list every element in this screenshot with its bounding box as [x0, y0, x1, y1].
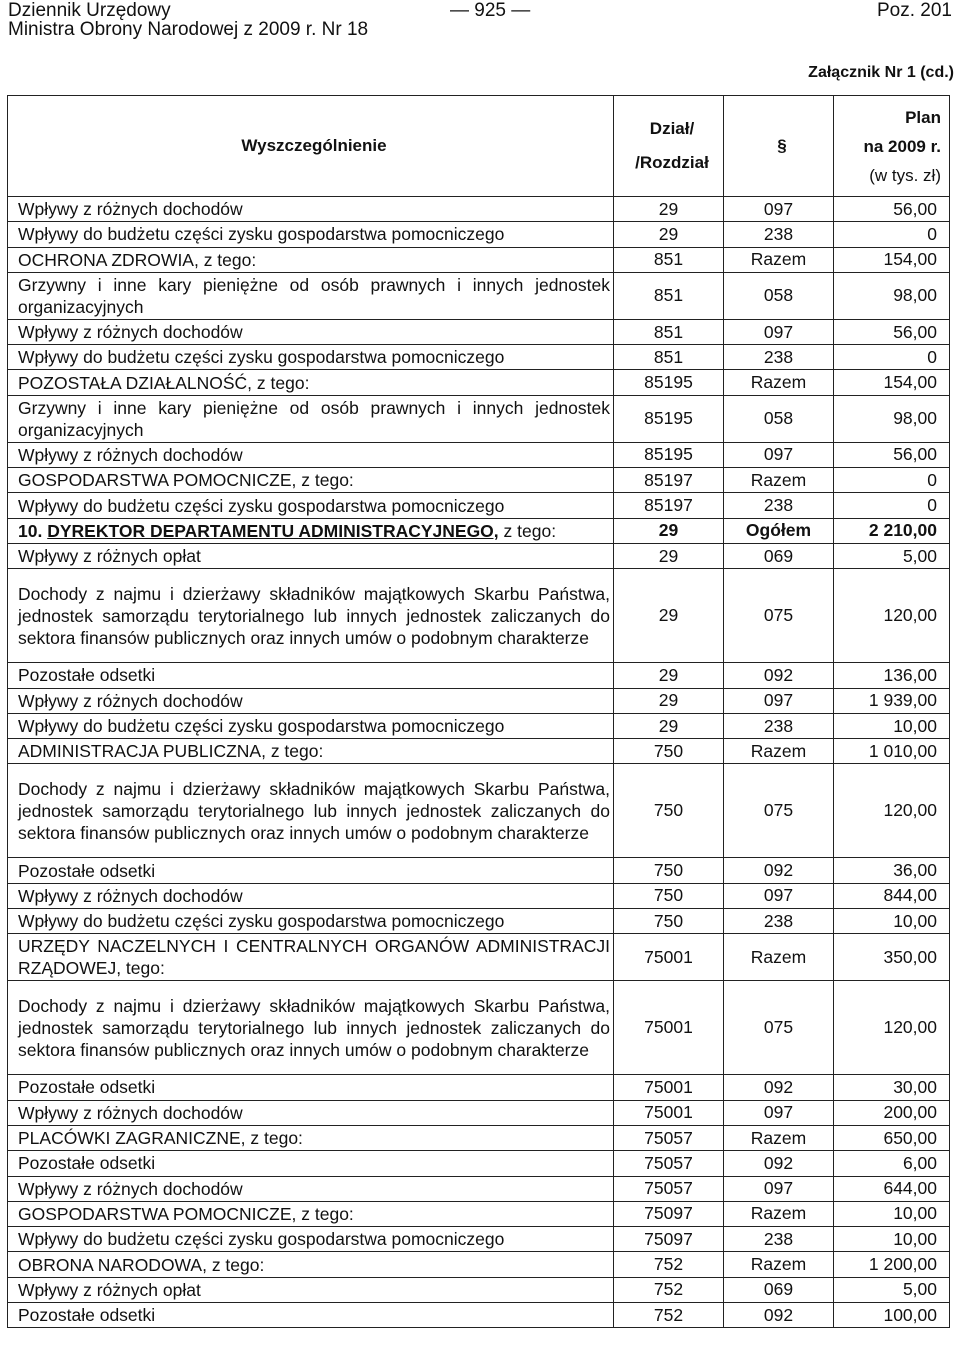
- row-description: Wpływy z różnych dochodów: [8, 1100, 614, 1125]
- row-paragraph: Razem: [724, 739, 834, 764]
- row-dzial: 75097: [614, 1201, 724, 1226]
- table-header-row: [8, 96, 950, 197]
- row-plan: 1 200,00: [834, 1252, 950, 1277]
- row-paragraph: 075: [724, 981, 834, 1075]
- table-row: [8, 1075, 950, 1100]
- row-description: Wpływy z różnych dochodów: [8, 197, 614, 222]
- row-description: GOSPODARSTWA POMOCNICZE, z tego:: [8, 1201, 614, 1226]
- row-plan: 120,00: [834, 569, 950, 663]
- row-paragraph: 097: [724, 1176, 834, 1201]
- row-dzial: 29: [614, 663, 724, 688]
- row-plan: 200,00: [834, 1100, 950, 1125]
- row-dzial: 750: [614, 764, 724, 858]
- row-description: OCHRONA ZDROWIA, z tego:: [8, 247, 614, 272]
- column-header-paragraph: §: [724, 96, 834, 197]
- row-dzial: 75001: [614, 981, 724, 1075]
- table-row: [8, 1227, 950, 1252]
- row-paragraph: Razem: [724, 934, 834, 981]
- row-dzial: 752: [614, 1252, 724, 1277]
- row-description: Grzywny i inne kary pieniężne od osób prawnych i innych jednostek organizacyjnych: [8, 272, 614, 319]
- row-paragraph: 058: [724, 395, 834, 442]
- table-row: [8, 395, 950, 442]
- row-dzial: 851: [614, 247, 724, 272]
- table-row: [8, 247, 950, 272]
- row-plan: 56,00: [834, 442, 950, 467]
- row-paragraph: 097: [724, 688, 834, 713]
- row-plan: 10,00: [834, 713, 950, 738]
- row-plan: 2 210,00: [834, 518, 950, 543]
- row-dzial: 75001: [614, 934, 724, 981]
- row-paragraph: Razem: [724, 1125, 834, 1150]
- row-plan: 5,00: [834, 543, 950, 568]
- row-paragraph: 238: [724, 345, 834, 370]
- row-dzial: 85195: [614, 442, 724, 467]
- row-plan: 56,00: [834, 319, 950, 344]
- row-dzial: 85195: [614, 370, 724, 395]
- row-dzial: 29: [614, 197, 724, 222]
- row-dzial: 851: [614, 345, 724, 370]
- row-dzial: 29: [614, 543, 724, 568]
- row-description: Pozostałe odsetki: [8, 858, 614, 883]
- row-plan: 0: [834, 222, 950, 247]
- row-paragraph: 092: [724, 1151, 834, 1176]
- row-dzial: 29: [614, 713, 724, 738]
- row-description: POZOSTAŁA DZIAŁALNOŚĆ, z tego:: [8, 370, 614, 395]
- row-paragraph: 238: [724, 909, 834, 934]
- table-row: [8, 468, 950, 493]
- row-description: Dochody z najmu i dzierżawy składników majątkowych Skarbu Państwa, jednostek samorządu terytorialnego lub innych jednostek zaliczanych do sektora finansów publicznych oraz innych umów o podobnym charakterze: [8, 981, 614, 1075]
- row-description: Pozostałe odsetki: [8, 1151, 614, 1176]
- row-plan: 154,00: [834, 370, 950, 395]
- row-description: Wpływy z różnych dochodów: [8, 442, 614, 467]
- table-row: [8, 688, 950, 713]
- row-plan: 56,00: [834, 197, 950, 222]
- table-row: [8, 1201, 950, 1226]
- row-plan: 1 939,00: [834, 688, 950, 713]
- row-dzial: 29: [614, 569, 724, 663]
- row-plan: 154,00: [834, 247, 950, 272]
- row-plan: 98,00: [834, 395, 950, 442]
- table-row: [8, 663, 950, 688]
- row-paragraph: 097: [724, 319, 834, 344]
- row-description-text: DYREKTOR DEPARTAMENTU ADMINISTRACYJNEGO,: [47, 520, 499, 541]
- row-description: Dochody z najmu i dzierżawy składników majątkowych Skarbu Państwa, jednostek samorządu terytorialnego lub innych jednostek zaliczanych do sektora finansów publicznych oraz innych umów o podobnym charakterze: [8, 569, 614, 663]
- dzial-label: Dział/: [649, 119, 695, 138]
- table-row: [8, 934, 950, 981]
- row-dzial: 750: [614, 909, 724, 934]
- row-paragraph: 092: [724, 1303, 834, 1328]
- row-plan: 0: [834, 493, 950, 518]
- table-row: [8, 1176, 950, 1201]
- row-paragraph: 097: [724, 883, 834, 908]
- row-description: Wpływy z różnych opłat: [8, 1277, 614, 1302]
- row-dzial: 75057: [614, 1125, 724, 1150]
- ministry-line: Ministra Obrony Narodowej z 2009 r. Nr 18: [8, 19, 369, 40]
- row-description: Wpływy z różnych dochodów: [8, 1176, 614, 1201]
- row-plan: 650,00: [834, 1125, 950, 1150]
- row-description: Wpływy do budżetu części zysku gospodarstwa pomocniczego: [8, 493, 614, 518]
- row-dzial: 752: [614, 1303, 724, 1328]
- row-dzial: 750: [614, 739, 724, 764]
- row-paragraph: Razem: [724, 1201, 834, 1226]
- row-dzial: 851: [614, 272, 724, 319]
- table-row: [8, 1125, 950, 1150]
- row-paragraph: 075: [724, 764, 834, 858]
- row-plan: 644,00: [834, 1176, 950, 1201]
- row-plan: 10,00: [834, 1201, 950, 1226]
- row-dzial: 75001: [614, 1075, 724, 1100]
- row-paragraph: 238: [724, 1227, 834, 1252]
- budget-table: [7, 95, 950, 1328]
- row-paragraph: 058: [724, 272, 834, 319]
- row-description: Wpływy do budżetu części zysku gospodarstwa pomocniczego: [8, 222, 614, 247]
- row-description: Wpływy do budżetu części zysku gospodarstwa pomocniczego: [8, 1227, 614, 1252]
- journal-title: Dziennik Urzędowy: [8, 0, 171, 21]
- table-row: [8, 764, 950, 858]
- table-row: [8, 858, 950, 883]
- row-description: URZĘDY NACZELNYCH I CENTRALNYCH ORGANÓW ADMINISTRACJI RZĄDOWEJ, tego:: [8, 934, 614, 981]
- plan-unit-label: (w tys. zł): [869, 165, 941, 185]
- row-description: Wpływy do budżetu części zysku gospodarstwa pomocniczego: [8, 909, 614, 934]
- column-header-plan: [834, 96, 950, 197]
- row-paragraph: Razem: [724, 247, 834, 272]
- row-description: Wpływy do budżetu części zysku gospodarstwa pomocniczego: [8, 345, 614, 370]
- page-number: — 925 —: [450, 0, 531, 21]
- row-dzial: 752: [614, 1277, 724, 1302]
- row-dzial: 85195: [614, 395, 724, 442]
- table-row: [8, 1252, 950, 1277]
- row-dzial: 29: [614, 688, 724, 713]
- row-description-suffix: z tego:: [498, 520, 557, 541]
- row-plan: 1 010,00: [834, 739, 950, 764]
- row-dzial: 750: [614, 858, 724, 883]
- table-row: [8, 739, 950, 764]
- attachment-label: Załącznik Nr 1 (cd.): [808, 64, 954, 81]
- row-paragraph: Razem: [724, 1252, 834, 1277]
- row-dzial: 75057: [614, 1151, 724, 1176]
- table-row: [8, 345, 950, 370]
- position-number: Poz. 201: [877, 0, 952, 21]
- row-number: 10.: [18, 520, 43, 541]
- table-row: [8, 883, 950, 908]
- table-row: [8, 272, 950, 319]
- row-description: Wpływy do budżetu części zysku gospodarstwa pomocniczego: [8, 713, 614, 738]
- row-description: ADMINISTRACJA PUBLICZNA, z tego:: [8, 739, 614, 764]
- row-dzial: 75001: [614, 1100, 724, 1125]
- table-row: [8, 1303, 950, 1328]
- table-row: [8, 543, 950, 568]
- row-description: Pozostałe odsetki: [8, 1303, 614, 1328]
- plan-year-label: na 2009 r.: [863, 136, 941, 156]
- row-dzial: 750: [614, 883, 724, 908]
- row-plan: 120,00: [834, 981, 950, 1075]
- row-paragraph: 075: [724, 569, 834, 663]
- row-description: Dochody z najmu i dzierżawy składników majątkowych Skarbu Państwa, jednostek samorządu terytorialnego lub innych jednostek zaliczanych do sektora finansów publicznych oraz innych umów o podobnym charakterze: [8, 764, 614, 858]
- row-paragraph: 092: [724, 858, 834, 883]
- row-paragraph: 097: [724, 442, 834, 467]
- row-plan: 0: [834, 345, 950, 370]
- row-plan: 10,00: [834, 909, 950, 934]
- row-paragraph: 069: [724, 1277, 834, 1302]
- table-row: [8, 518, 950, 543]
- row-paragraph: 097: [724, 1100, 834, 1125]
- row-paragraph: 092: [724, 1075, 834, 1100]
- row-paragraph: 238: [724, 493, 834, 518]
- row-plan: 100,00: [834, 1303, 950, 1328]
- row-paragraph: 069: [724, 543, 834, 568]
- row-dzial: 85197: [614, 493, 724, 518]
- row-dzial: 75097: [614, 1227, 724, 1252]
- row-plan: 120,00: [834, 764, 950, 858]
- row-plan: 844,00: [834, 883, 950, 908]
- row-paragraph: 238: [724, 222, 834, 247]
- row-description: Pozostałe odsetki: [8, 1075, 614, 1100]
- row-dzial: 85197: [614, 468, 724, 493]
- row-description: GOSPODARSTWA POMOCNICZE, z tego:: [8, 468, 614, 493]
- table-row: [8, 981, 950, 1075]
- row-paragraph: 238: [724, 713, 834, 738]
- table-row: [8, 1151, 950, 1176]
- row-plan: 350,00: [834, 934, 950, 981]
- row-paragraph: 097: [724, 197, 834, 222]
- row-description: [8, 518, 614, 543]
- row-plan: 10,00: [834, 1227, 950, 1252]
- table-row: [8, 1100, 950, 1125]
- row-plan: 98,00: [834, 272, 950, 319]
- row-description: OBRONA NARODOWA, z tego:: [8, 1252, 614, 1277]
- row-description: PLACÓWKI ZAGRANICZNE, z tego:: [8, 1125, 614, 1150]
- row-dzial: 851: [614, 319, 724, 344]
- row-description: Pozostałe odsetki: [8, 663, 614, 688]
- row-plan: 36,00: [834, 858, 950, 883]
- row-paragraph: Razem: [724, 370, 834, 395]
- row-plan: 136,00: [834, 663, 950, 688]
- row-dzial: 29: [614, 518, 724, 543]
- table-row: [8, 1277, 950, 1302]
- row-paragraph: Ogółem: [724, 518, 834, 543]
- row-description: Wpływy z różnych opłat: [8, 543, 614, 568]
- column-header-description: Wyszczególnienie: [8, 96, 614, 197]
- row-dzial: 29: [614, 222, 724, 247]
- row-description: Grzywny i inne kary pieniężne od osób prawnych i innych jednostek organizacyjnych: [8, 395, 614, 442]
- row-paragraph: Razem: [724, 468, 834, 493]
- column-header-dzial: [614, 96, 724, 197]
- row-plan: 5,00: [834, 1277, 950, 1302]
- row-paragraph: 092: [724, 663, 834, 688]
- table-row: [8, 493, 950, 518]
- table-row: [8, 319, 950, 344]
- table-row: [8, 909, 950, 934]
- row-dzial: 75057: [614, 1176, 724, 1201]
- table-row: [8, 569, 950, 663]
- table-row: [8, 222, 950, 247]
- row-plan: 6,00: [834, 1151, 950, 1176]
- row-description: Wpływy z różnych dochodów: [8, 883, 614, 908]
- row-plan: 30,00: [834, 1075, 950, 1100]
- plan-label: Plan: [905, 107, 941, 127]
- row-description: Wpływy z różnych dochodów: [8, 688, 614, 713]
- table-row: [8, 442, 950, 467]
- row-plan: 0: [834, 468, 950, 493]
- table-body: [8, 197, 950, 1328]
- table-row: [8, 370, 950, 395]
- table-row: [8, 197, 950, 222]
- table-row: [8, 713, 950, 738]
- row-description: Wpływy z różnych dochodów: [8, 319, 614, 344]
- rozdzial-label: /Rozdział: [635, 153, 709, 172]
